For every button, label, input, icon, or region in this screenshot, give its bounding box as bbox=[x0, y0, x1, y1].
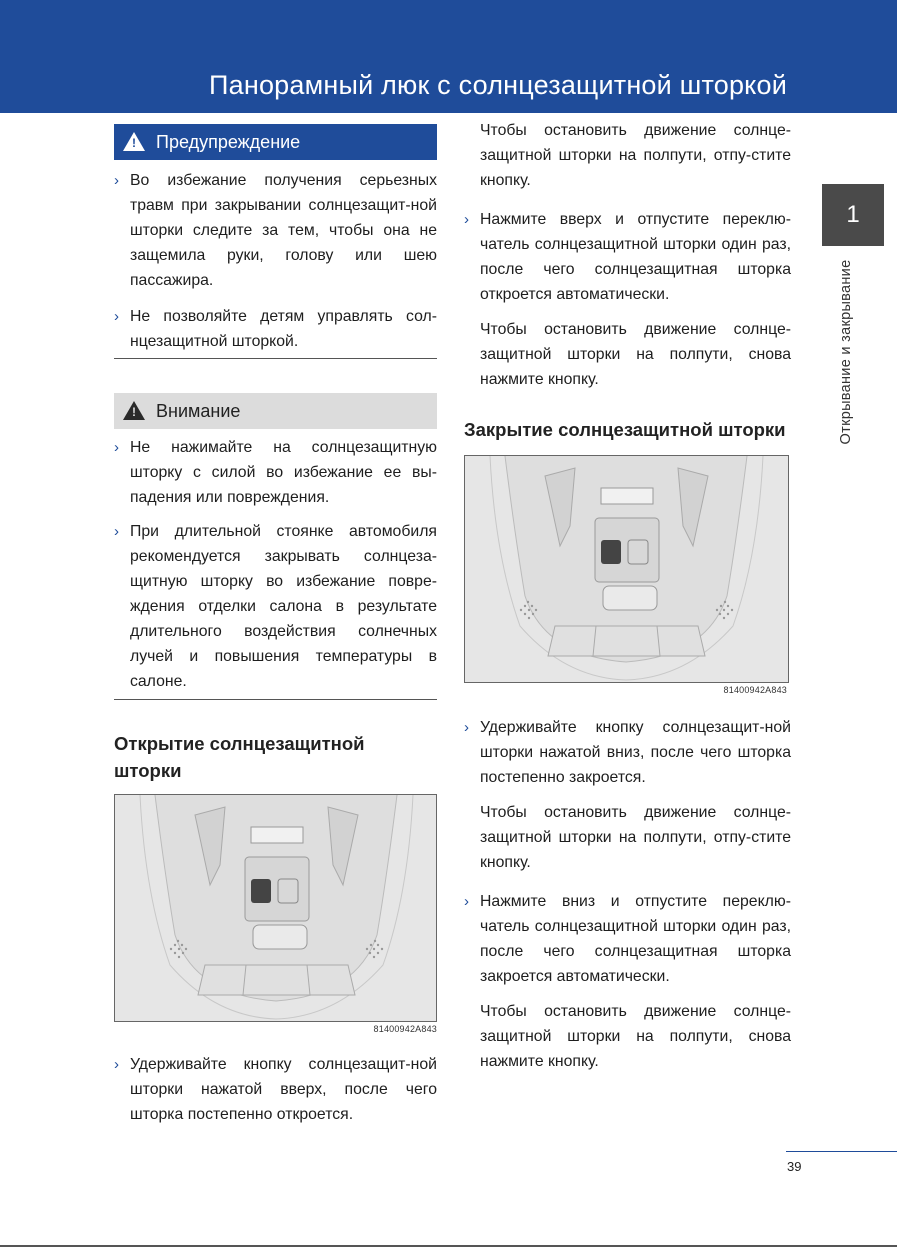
overhead-console-illustration bbox=[115, 795, 437, 1021]
instruction-note: Чтобы остановить движение солнце-защитной шторки на полпути, снова нажмите кнопку. bbox=[480, 321, 791, 388]
bullet-chevron-icon: › bbox=[464, 211, 469, 228]
chapter-title-vertical: Открывание и закрывание bbox=[838, 259, 854, 445]
section-title-closing: Закрытие солнцезащитной шторки bbox=[464, 419, 786, 440]
bullet-chevron-icon: › bbox=[464, 893, 469, 910]
divider bbox=[114, 699, 437, 700]
instruction-note: Чтобы остановить движение солнце-защитной шторки на полпути, отпу-стите кнопку. bbox=[480, 122, 791, 189]
page-header bbox=[0, 0, 897, 113]
instruction-note: Чтобы остановить движение солнце-защитной шторки на полпути, отпу-стите кнопку. bbox=[480, 804, 791, 871]
section-title-opening: Открытие солнцезащитной шторки bbox=[114, 733, 365, 781]
chapter-number-tab: 1 bbox=[822, 184, 884, 246]
bottom-border bbox=[0, 1245, 897, 1247]
divider bbox=[114, 358, 437, 359]
warning-icon: ! bbox=[123, 132, 145, 151]
page-title: Панорамный люк с солнцезащитной шторкой bbox=[209, 70, 787, 100]
bullet-chevron-icon: › bbox=[114, 172, 119, 189]
bullet-chevron-icon: › bbox=[464, 719, 469, 736]
warning-header bbox=[114, 124, 437, 160]
overhead-console-figure bbox=[464, 455, 789, 683]
instruction-item: › Нажмите вниз и отпустите переклю-чатель солнцезащитной шторки один раз, после чего солнцезащитная шторка закроется автоматически. bbox=[464, 889, 791, 989]
caution-header bbox=[114, 393, 437, 429]
caution-item: › Не нажимайте на солнцезащитную шторку с силой во избежание ее вы-падения или повреждения. bbox=[114, 435, 437, 510]
instruction-item: › Удерживайте кнопку солнцезащит-ной шторки нажатой вверх, после чего шторка постепенно откроется. bbox=[114, 1052, 437, 1127]
page-number: 39 bbox=[787, 1159, 802, 1174]
warning-title: Предупреждение bbox=[156, 131, 301, 152]
right-column bbox=[464, 118, 791, 1074]
bullet-chevron-icon: › bbox=[114, 308, 119, 325]
caution-title: Внимание bbox=[156, 400, 241, 421]
caution-item: › При длительной стоянке автомобиля рекомендуется закрывать солнцеза-щитную шторку во избежание повре-ждения отделки салона в результате длительного воздействия солнечных лучей и повышения температуры в салоне. bbox=[114, 519, 437, 694]
bullet-chevron-icon: › bbox=[114, 439, 119, 456]
overhead-console-illustration bbox=[465, 456, 788, 682]
warning-item: › Не позволяйте детям управлять сол-нцезащитной шторкой. bbox=[114, 304, 437, 354]
instruction-note: Чтобы остановить движение солнце-защитной шторки на полпути, снова нажмите кнопку. bbox=[480, 1003, 791, 1070]
bullet-chevron-icon: › bbox=[114, 1056, 119, 1073]
figure-code: 81400942A843 bbox=[373, 1024, 437, 1034]
left-column bbox=[114, 124, 437, 1127]
instruction-item: › Нажмите вверх и отпустите переклю-чатель солнцезащитной шторки один раз, после чего солнцезащитная шторка откроется автоматически. bbox=[464, 207, 791, 307]
footer-divider bbox=[786, 1151, 897, 1152]
overhead-console-figure bbox=[114, 794, 437, 1022]
caution-icon: ! bbox=[123, 401, 145, 420]
figure-code: 81400942A843 bbox=[723, 685, 787, 695]
warning-item: › Во избежание получения серьезных травм при закрывании солнцезащит-ной шторки следите за тем, чтобы она не защемила руки, голову или шею пассажира. bbox=[114, 168, 437, 293]
bullet-chevron-icon: › bbox=[114, 523, 119, 540]
instruction-item: › Удерживайте кнопку солнцезащит-ной шторки нажатой вниз, после чего шторка постепенно закроется. bbox=[464, 715, 791, 790]
